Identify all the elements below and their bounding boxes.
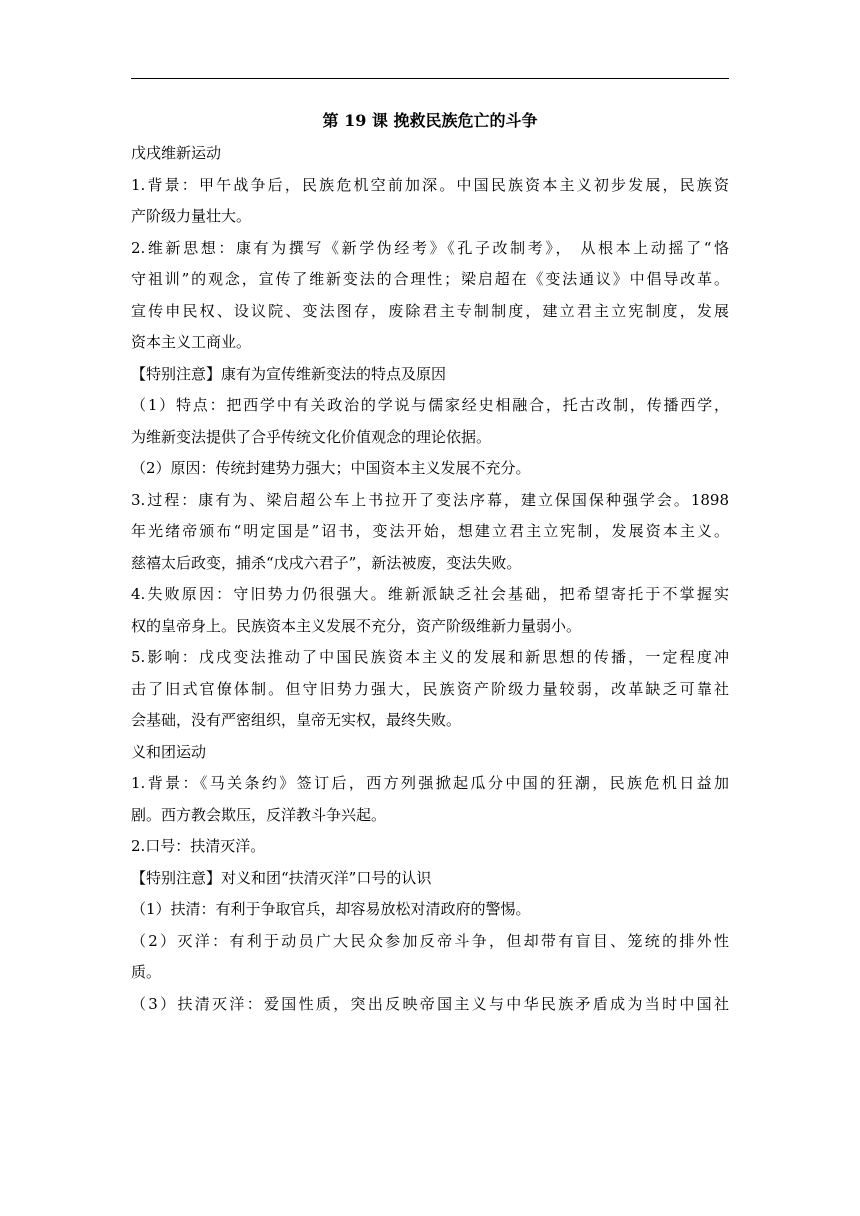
header-rule xyxy=(131,78,729,79)
text-line: 【特别注意】康有为宣传维新变法的特点及原因 xyxy=(131,364,447,383)
text-line: 剧。西方教会欺压，反洋教斗争兴起。 xyxy=(131,805,387,824)
text-line: 资本主义工商业。 xyxy=(131,333,252,351)
text-line: 年光绪帝颁布“明定国是”诏书，变法开始，想建立君主立宪制，发展资本主义。 xyxy=(131,522,729,540)
text-line: （3）扶清灭洋：爱国性质，突出反映帝国主义与中华民族矛盾成为当时中国社 xyxy=(131,994,729,1013)
text-line: 击了旧式官僚体制。但守旧势力强大，民族资产阶级力量较弱，改革缺乏可靠社 xyxy=(131,679,729,698)
text-line: 为维新变法提供了合乎传统文化价值观念的理论依据。 xyxy=(131,427,492,446)
text-line: 2.维新思想：康有为撰写《新学伪经考》《孔子改制考》， 从根本上动摇了“恪 xyxy=(131,238,729,257)
text-line: 1.背景：《马关条约》签订后，西方列强掀起瓜分中国的狂潮，民族危机日益加 xyxy=(131,774,729,792)
text-line: 3.过程：康有为、梁启超公车上书拉开了变法序幕，建立保国保种强学会。1898 xyxy=(131,490,729,509)
text-line: （2）原因：传统封建势力强大；中国资本主义发展不充分。 xyxy=(131,459,531,477)
text-line: 1.背景：甲午战争后，民族危机空前加深。中国民族资本主义初步发展，民族资 xyxy=(131,175,729,194)
text-line: 4.失败原因：守旧势力仍很强大。维新派缺乏社会基础，把希望寄托于不掌握实 xyxy=(131,585,729,603)
text-line: 宣传申民权、设议院、变法图存，废除君主专制制度，建立君主立宪制度，发展 xyxy=(131,301,729,320)
text-line: 质。 xyxy=(131,963,162,981)
text-line: 2.口号：扶清灭洋。 xyxy=(131,837,266,855)
text-line: 【特别注意】对义和团“扶清灭洋”口号的认识 xyxy=(131,868,432,887)
text-line: 权的皇帝身上。民族资本主义发展不充分，资产阶级维新力量弱小。 xyxy=(131,616,582,635)
document-body xyxy=(131,104,729,1020)
text-line: 产阶级力量壮大。 xyxy=(131,207,252,225)
text-line: 守祖训”的观念，宣传了维新变法的合理性；梁启超在《变法通议》中倡导改革。 xyxy=(131,270,729,288)
text-line: 5.影响：戊戌变法推动了中国民族资本主义的发展和新思想的传播，一定程度冲 xyxy=(131,648,729,666)
text-line: 会基础，没有严密组织，皇帝无实权，最终失败。 xyxy=(131,711,462,729)
body-text xyxy=(131,138,729,1020)
page-title: 第 19 课 挽救民族危亡的斗争 xyxy=(322,111,538,130)
text-line: （1）特点：把西学中有关政治的学说与儒家经史相融合，托古改制，传播西学， xyxy=(131,396,729,414)
text-line: （1）扶清：有利于争取官兵，却容易放松对清政府的警惕。 xyxy=(131,900,531,918)
text-line: 慈禧太后政变，捕杀“戊戌六君子”，新法被废，变法失败。 xyxy=(131,553,522,572)
text-line: 戊戌维新运动 xyxy=(131,144,222,162)
text-line: （2）灭洋：有利于动员广大民众参加反帝斗争，但却带有盲目、笼统的排外性 xyxy=(131,931,729,950)
text-line: 义和团运动 xyxy=(131,742,207,761)
